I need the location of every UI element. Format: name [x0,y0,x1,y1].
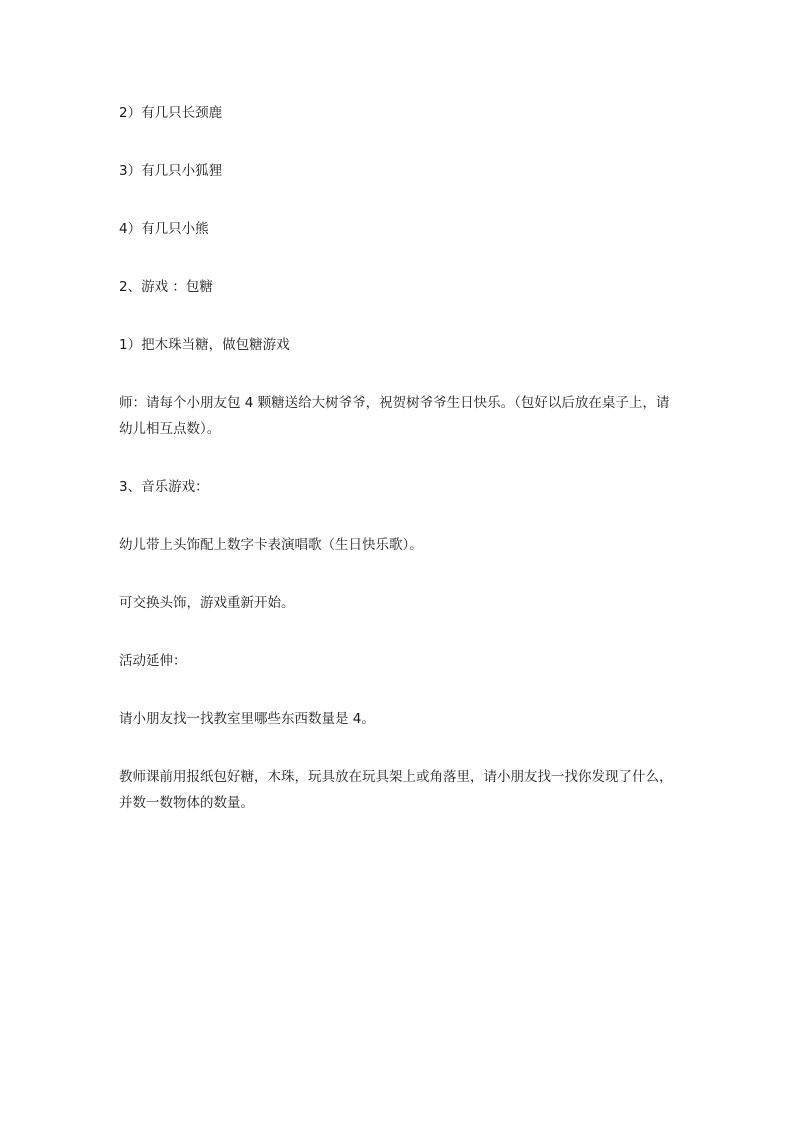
game-step-1: 1）把木珠当糖，做包糖游戏 [119,337,290,353]
extension-preparation: 教师课前用报纸包好糖，木珠，玩具放在玩具架上或角落里，请小朋友找一找你发现了什么，并数一数物体的数量。 [119,769,673,811]
question-bears: 4）有几只小熊 [119,221,209,237]
section-heading-music-game: 3、音乐游戏： [119,479,209,495]
question-giraffes: 2）有几只长颈鹿 [119,105,223,121]
music-game-repeat: 可交换头饰，游戏重新开始。 [119,595,295,611]
teacher-instruction: 师：请每个小朋友包 4 颗糖送给大树爷爷，祝贺树爷爷生日快乐。（包好以后放在桌子上，请幼儿相互点数）。 [119,395,670,437]
section-heading-extension: 活动延伸： [119,653,187,669]
question-foxes: 3）有几只小狐狸 [119,163,223,179]
extension-task: 请小朋友找一找教室里哪些东西数量是 4。 [119,711,375,727]
document-body [119,100,679,848]
music-game-description: 幼儿带上头饰配上数字卡表演唱歌（生日快乐歌）。 [119,537,423,553]
section-heading-game: 2、游戏 ：包糖 [119,279,213,295]
